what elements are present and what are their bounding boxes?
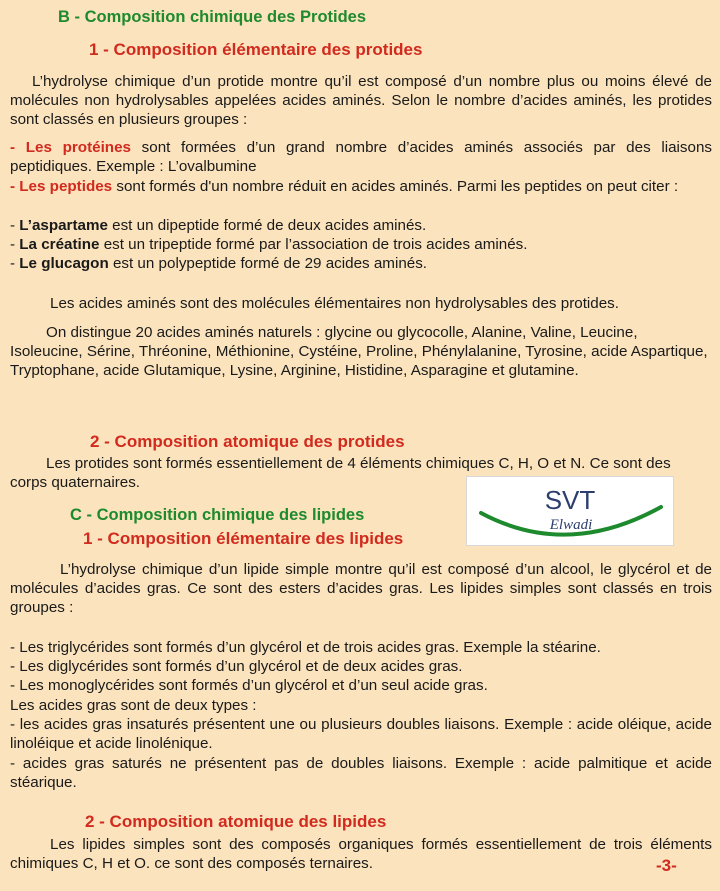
example-aspartame <box>10 216 712 235</box>
peptides-paragraph <box>10 177 712 196</box>
section-b2-text: Les protides sont formés essentiellement de 4 éléments chimiques C, H, O et N. Ce sont des corps quaternaires. <box>10 455 671 492</box>
section-b1-title: 1 - Composition élémentaire des protides <box>89 40 423 59</box>
lipid-groups <box>10 638 712 715</box>
diglycerides-line: - Les diglycérides sont formés d’un glycérol et de deux acides gras. <box>10 658 463 676</box>
example-glucagon <box>10 254 712 273</box>
example-creatine <box>10 235 712 254</box>
example-text: est un dipeptide formé de deux acides aminés. <box>107 217 427 234</box>
proteines-paragraph <box>10 138 712 176</box>
example-prefix: - <box>10 255 20 273</box>
peptides-term: - Les peptides <box>10 178 113 195</box>
section-c1-intro: L’hydrolyse chimique d’un lipide simple montre qu’il est composé d’un alcool, le glycérol et de molécules d’acides gras. Ce sont des esters d’acides gras. Les lipides simples sont classés en trois groupes : <box>10 561 712 617</box>
section-c1-title: 1 - Composition élémentaire des lipides <box>83 529 404 548</box>
example-text: est un polypeptide formé de 29 acides aminés. <box>108 255 428 273</box>
example-prefix: - <box>10 236 20 254</box>
example-term: Le glucagon <box>19 255 109 273</box>
proteines-term: - Les protéines <box>10 139 131 156</box>
section-c-title: C - Composition chimique des lipides <box>70 506 365 524</box>
svt-logo <box>466 476 674 546</box>
amino-acid-definition: Les acides aminés sont des molécules élémentaires non hydrolysables des protides. <box>50 295 619 312</box>
section-b1-intro: L’hydrolyse chimique d’un protide montre qu’il est composé d’un nombre plus ou moins élevé de molécules non hydrolysables appelées acides aminés. Selon le nombre d’acides aminés, les protides sont classés en plusieurs groupes : <box>10 73 712 129</box>
example-term: L’aspartame <box>19 217 108 234</box>
logo-sub-text: Elwadi <box>549 517 593 533</box>
fatty-acid-types-line: Les acides gras sont de deux types : <box>10 696 257 714</box>
logo-graphic <box>467 477 673 545</box>
example-prefix: - <box>10 217 20 234</box>
section-c2-text: Les lipides simples sont des composés organiques formés essentiellement de trois éléments chimiques C, H et O. ce sont des composés ternaires. <box>10 836 712 873</box>
unsaturated-fatty-acids: - les acides gras insaturés présentent une ou plusieurs doubles liaisons. Exemple : acide oléique, acide linoléique et acide linolénique. <box>10 716 712 753</box>
page-number: -3- <box>656 856 677 875</box>
example-term: La créatine <box>19 236 100 254</box>
peptide-examples <box>10 216 712 274</box>
peptides-text: sont formés d'un nombre réduit en acides aminés. Parmi les peptides on peut citer : <box>112 178 679 195</box>
monoglycerides-line: - Les monoglycérides sont formés d’un glycérol et d’un seul acide gras. <box>10 677 488 695</box>
section-b-title: B - Composition chimique des Protides <box>58 8 367 26</box>
saturated-fatty-acids: - acides gras saturés ne présentent pas de doubles liaisons. Exemple : acide palmitique et acide stéarique. <box>10 755 712 792</box>
logo-main-text: SVT <box>544 485 596 515</box>
proteines-text: sont formées d’un grand nombre d’acides aminés associés par des liaisons peptidiques. Exemple : L’ovalbumine <box>10 139 712 176</box>
section-b2-title: 2 - Composition atomique des protides <box>90 432 405 451</box>
amino-acid-list: On distingue 20 acides aminés naturels : glycine ou glycocolle, Alanine, Valine, Leucine, Isoleucine, Sérine, Thréonine, Méthionine, Cystéine, Proline, Phénylalanine, Tyrosine, acide Aspartique, Tryptophane, acide Glutamique, Lysine, Arginine, Histidine, Asparagine et glutamine. <box>10 324 708 380</box>
section-c2-title: 2 - Composition atomique des lipides <box>85 812 387 831</box>
example-text: est un tripeptide formé par l’association de trois acides aminés. <box>99 236 528 254</box>
triglycerides-line: - Les triglycérides sont formés d’un glycérol et de trois acides gras. Exemple la stéarine. <box>10 639 601 656</box>
